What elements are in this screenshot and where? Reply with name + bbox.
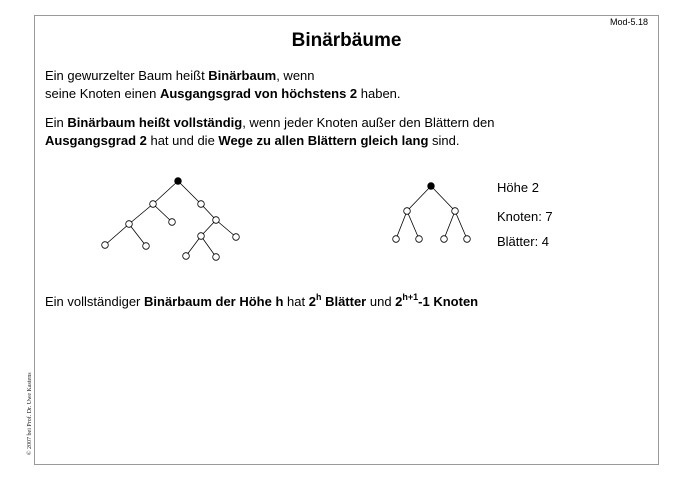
para1-line1-pre: Ein gewurzelter Baum heißt bbox=[45, 68, 209, 83]
para3-mid1: hat bbox=[283, 294, 309, 309]
copyright-notice: © 2007 bei Prof. Dr. Uwe Kastens bbox=[27, 372, 33, 455]
root-node bbox=[175, 178, 182, 185]
para3-nodes-formula bbox=[395, 291, 479, 309]
stat-nodes: Knoten: 7 bbox=[497, 209, 553, 224]
para2-line1-pre: Ein bbox=[45, 115, 68, 130]
tree-node bbox=[404, 208, 411, 215]
tree-node bbox=[198, 201, 205, 208]
para3-b2-base: 2 bbox=[308, 294, 316, 309]
complete-tree-right-nodes bbox=[393, 183, 471, 243]
page-title: Binärbäume bbox=[291, 30, 402, 51]
leaf-node bbox=[464, 236, 471, 243]
tree-node bbox=[198, 233, 205, 240]
leaf-node bbox=[143, 243, 150, 250]
para2-line2-bold2: Wege zu allen Blättern gleich lang bbox=[218, 133, 429, 148]
tree-node bbox=[150, 201, 157, 208]
leaf-node bbox=[183, 253, 190, 260]
para3-b3-base: 2 bbox=[395, 294, 403, 309]
slide-id: Mod-5.18 bbox=[609, 17, 648, 27]
stat-height: Höhe 2 bbox=[497, 180, 539, 195]
para2-line1-bold: Binärbaum heißt vollständig bbox=[67, 115, 243, 130]
leaf-node bbox=[416, 236, 423, 243]
para1-line2-post: haben. bbox=[357, 86, 401, 101]
para3-mid2: und bbox=[366, 294, 396, 309]
leaf-node bbox=[393, 236, 400, 243]
para3-leaves-formula bbox=[308, 291, 367, 309]
para2-line2-mid: hat und die bbox=[146, 133, 219, 148]
para2-line2-post: sind. bbox=[428, 133, 460, 148]
para2-line1-post: , wenn jeder Knoten außer den Blättern den bbox=[242, 115, 495, 130]
leaf-node bbox=[169, 219, 176, 226]
para3-b3-sup: h+1 bbox=[402, 291, 419, 302]
para3-b2-sup: h bbox=[315, 291, 322, 302]
para3-b2-text: Blätter bbox=[321, 294, 367, 309]
leaf-node bbox=[102, 242, 109, 249]
para3-pre: Ein vollständiger bbox=[45, 294, 144, 309]
para2-line2-bold1: Ausgangsgrad 2 bbox=[45, 133, 147, 148]
para1-line1-post: , wenn bbox=[276, 68, 315, 83]
binary-tree-left-nodes bbox=[102, 178, 240, 261]
para1-line2-bold: Ausgangsgrad von höchstens 2 bbox=[159, 86, 358, 101]
para1-line1-bold: Binärbaum bbox=[208, 68, 277, 83]
tree-node bbox=[126, 221, 133, 228]
stat-leaves: Blätter: 4 bbox=[497, 234, 550, 249]
theorem-complete-tree bbox=[45, 293, 478, 311]
leaf-node bbox=[233, 234, 240, 241]
root-node bbox=[428, 183, 435, 190]
tree-node bbox=[213, 217, 220, 224]
para1-line2-pre: seine Knoten einen bbox=[45, 86, 160, 101]
leaf-node bbox=[213, 254, 220, 261]
para3-bold1: Binärbaum der Höhe h bbox=[144, 294, 284, 309]
para3-b3-text: -1 Knoten bbox=[418, 294, 479, 309]
tree-node bbox=[452, 208, 459, 215]
leaf-node bbox=[441, 236, 448, 243]
